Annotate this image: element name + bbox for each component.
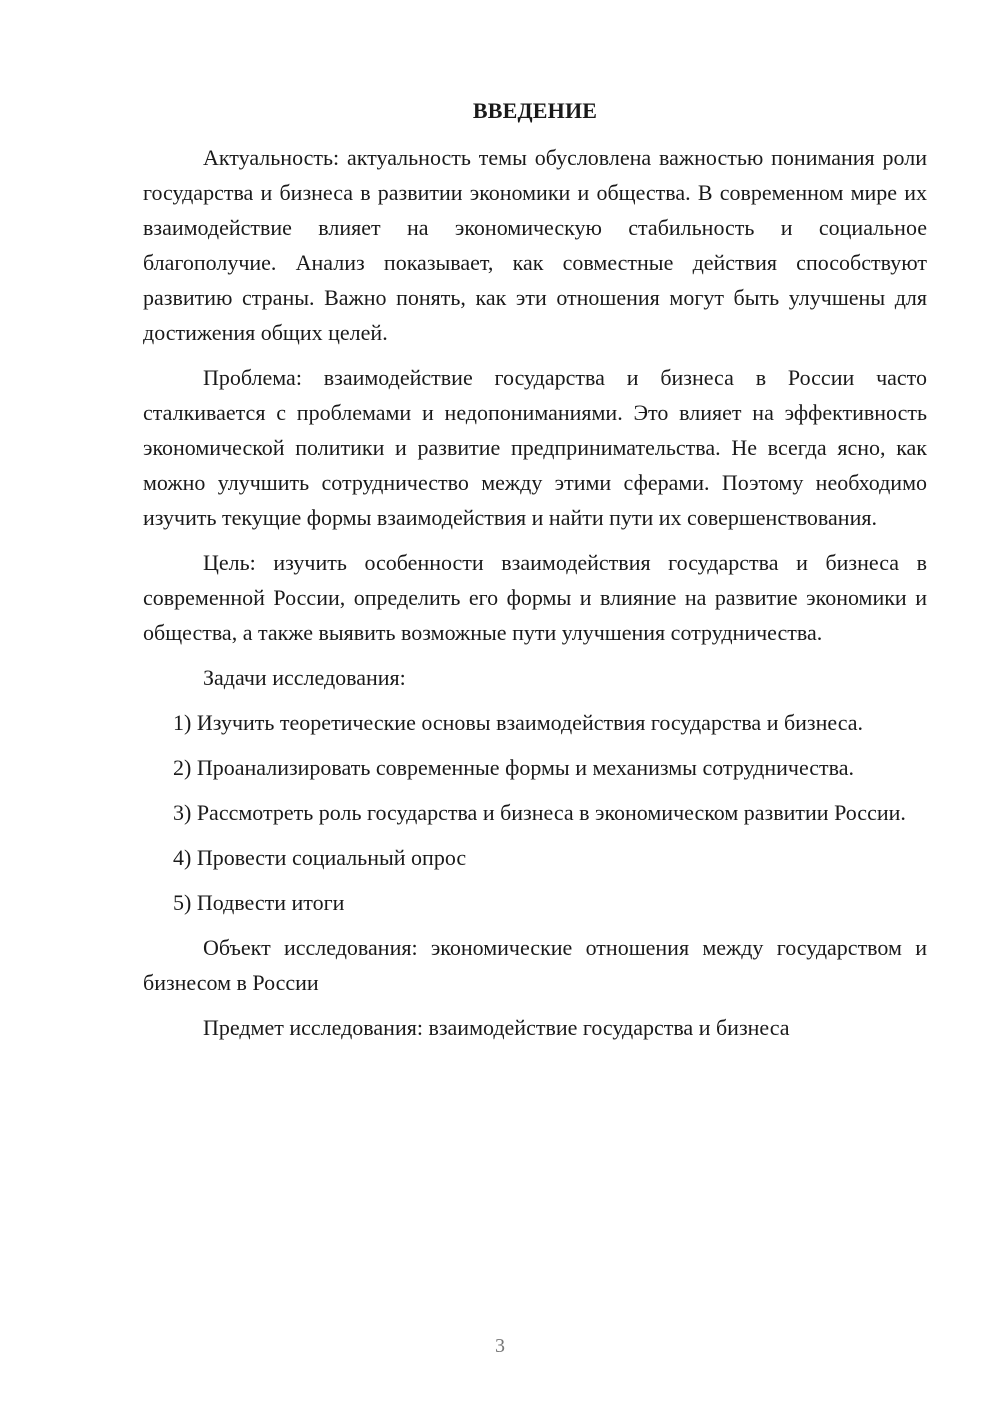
paragraph-research-object: Объект исследования: экономические отношения между государством и бизнесом в России bbox=[143, 935, 927, 995]
task-item-3: 3) Рассмотреть роль государства и бизнеса в экономическом развитии России. bbox=[173, 800, 906, 825]
page-number: 3 bbox=[495, 1335, 505, 1357]
task-item-5: 5) Подвести итоги bbox=[173, 890, 345, 915]
paragraph-goal: Цель: изучить особенности взаимодействия государства и бизнеса в современной России, определить его формы и влияние на развитие экономики и общества, а также выявить возможные пути улучшения сотрудничества. bbox=[143, 550, 927, 645]
paragraph-relevance: Актуальность: актуальность темы обусловлена важностью понимания роли государства и бизнеса в развитии экономики и общества. В современном мире их взаимодействие влияет на экономическую стабильность и социальное благополучие. Анализ показывает, как совместные действия способствуют развитию страны. Важно понять, как эти отношения могут быть улучшены для достижения общих целей. bbox=[143, 145, 927, 345]
paragraph-problem: Проблема: взаимодействие государства и бизнеса в России часто сталкивается с проблемами и недопониманиями. Это влияет на эффективность экономической политики и развитие предпринимательства. Не всегда ясно, как можно улучшить сотрудничество между этими сферами. Поэтому необходимо изучить текущие формы взаимодействия и найти пути их совершенствования. bbox=[143, 365, 927, 530]
task-item-4: 4) Провести социальный опрос bbox=[173, 845, 467, 870]
paragraph-tasks-intro: Задачи исследования: bbox=[203, 665, 406, 690]
task-item-2: 2) Проанализировать современные формы и механизмы сотрудничества. bbox=[173, 755, 855, 780]
page-content bbox=[143, 96, 927, 1055]
section-heading: ВВЕДЕНИЕ bbox=[472, 98, 598, 123]
paragraph-research-subject: Предмет исследования: взаимодействие государства и бизнеса bbox=[203, 1015, 790, 1040]
task-item-1: 1) Изучить теоретические основы взаимодействия государства и бизнеса. bbox=[173, 710, 864, 735]
